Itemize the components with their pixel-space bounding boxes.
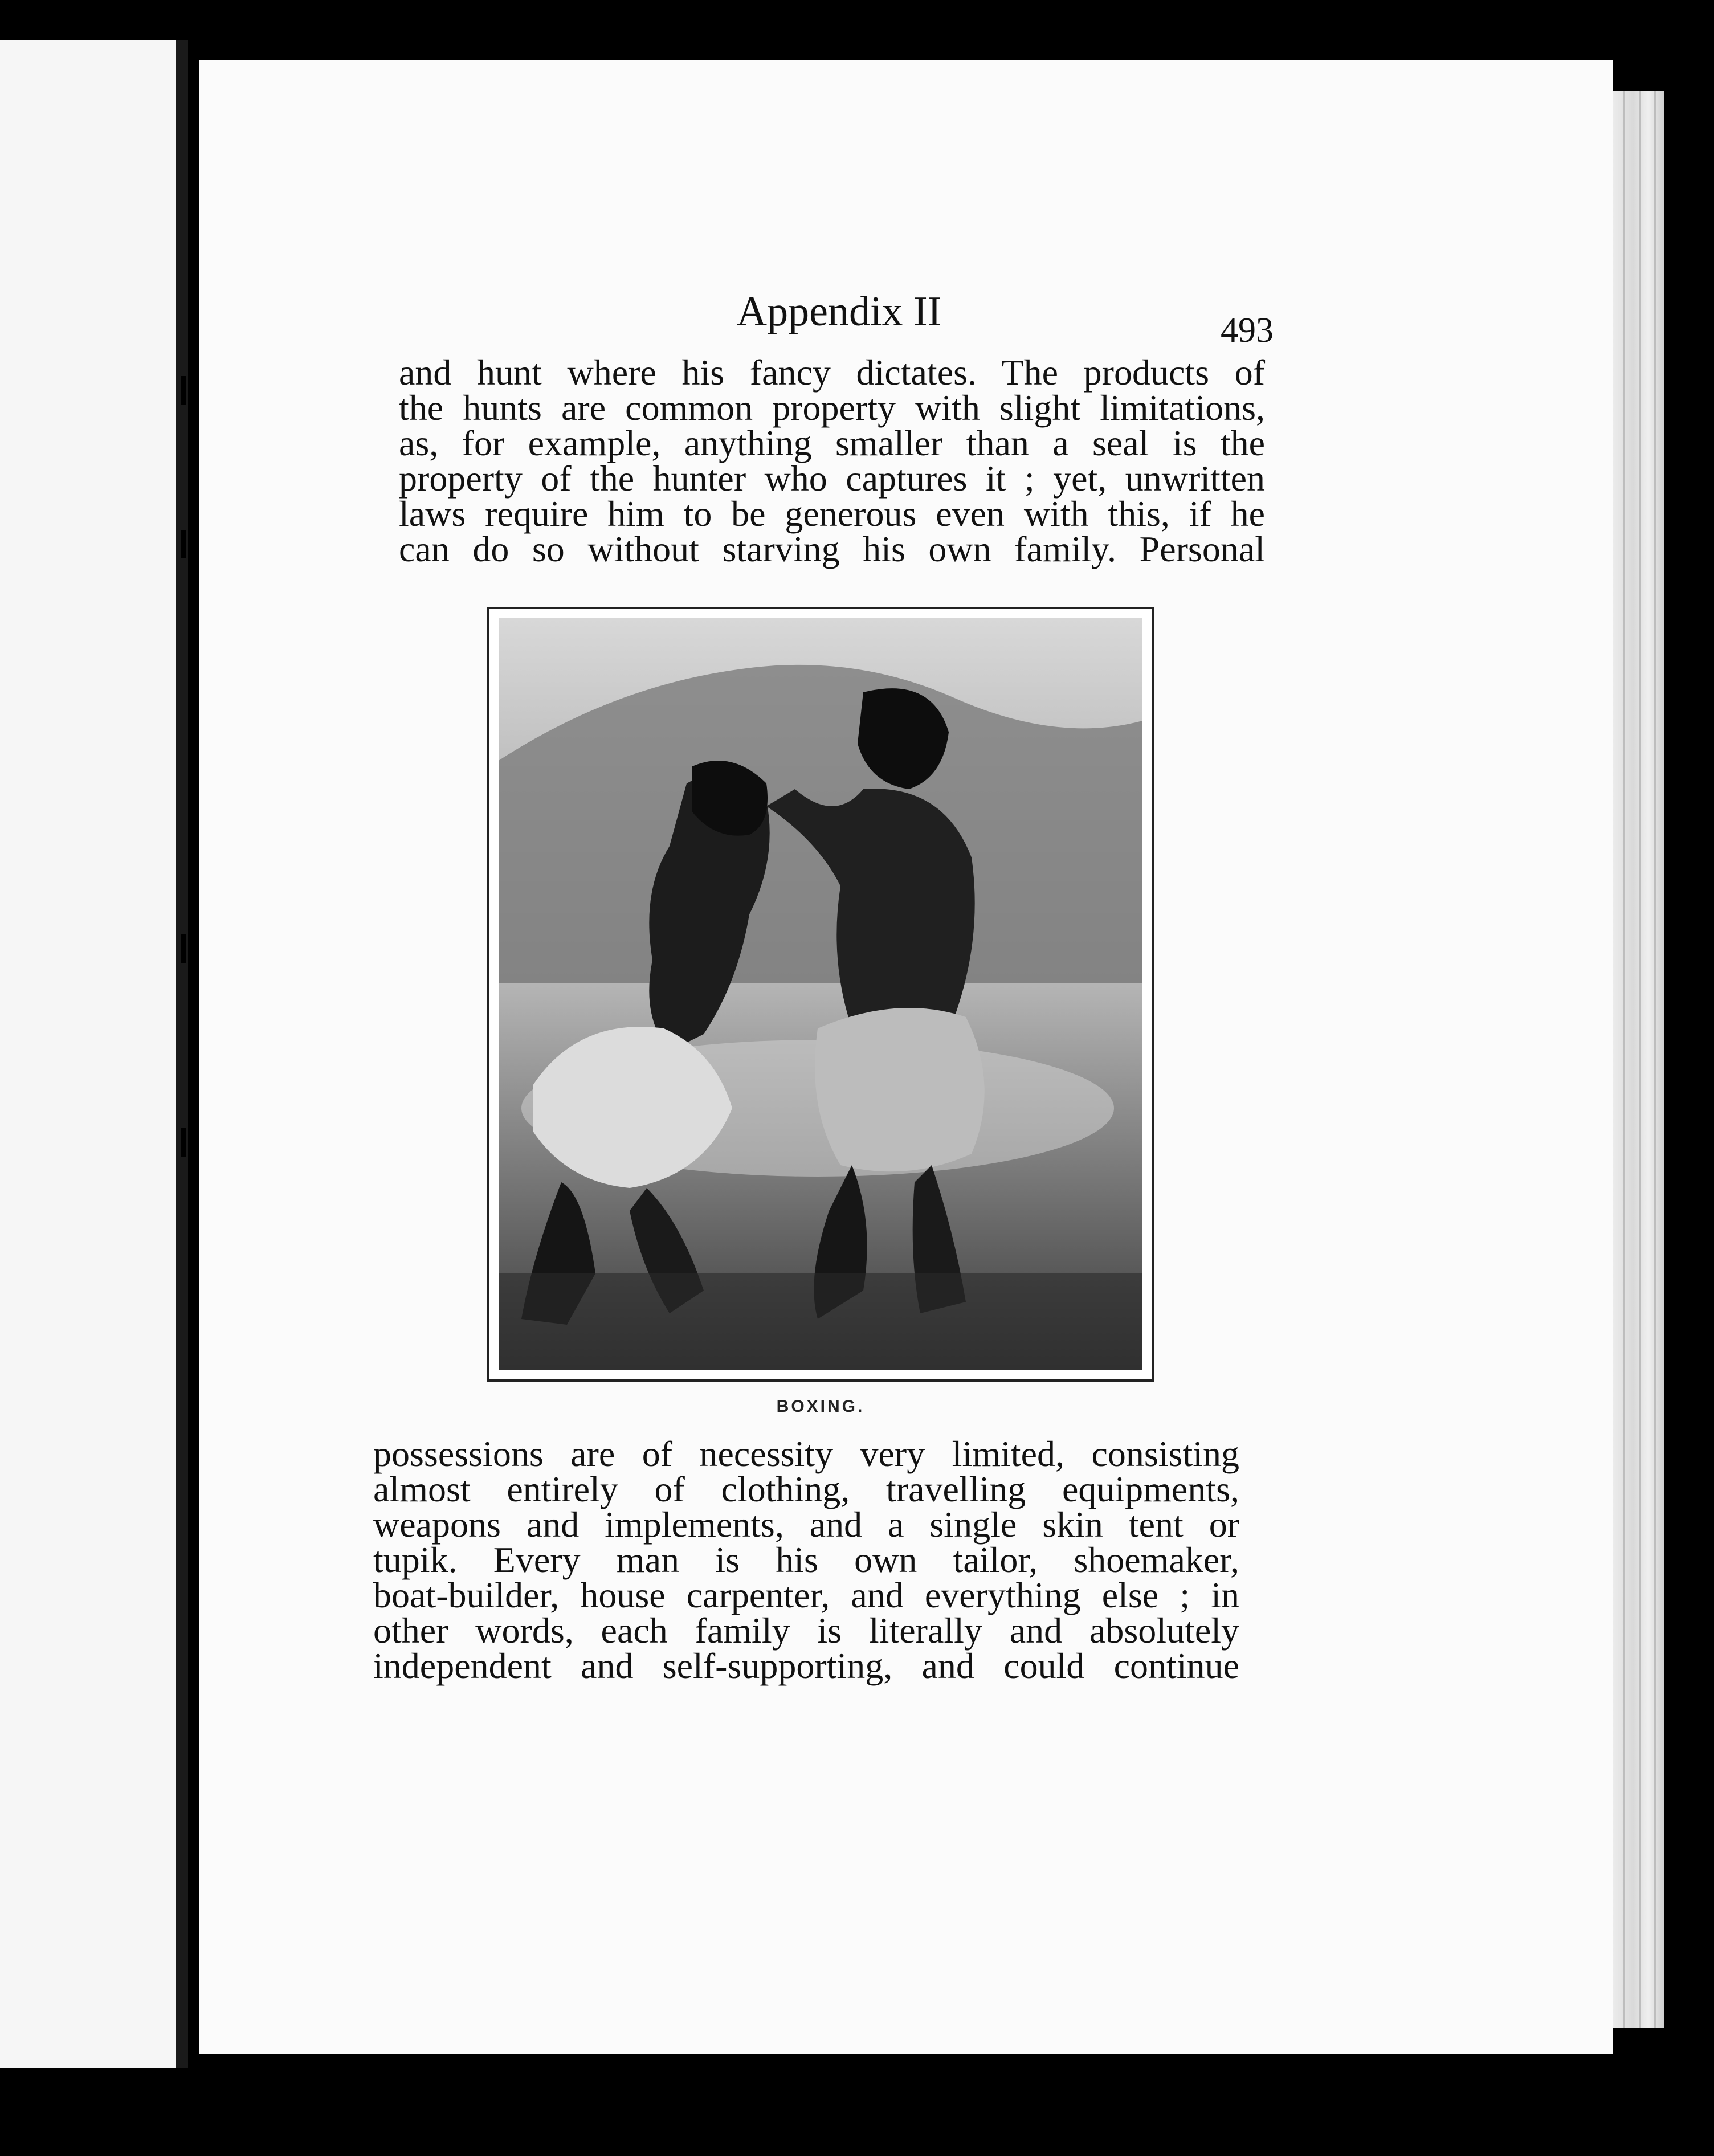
running-header: Appendix II [736,288,942,335]
text-line: independent and self-supporting, and could continue [373,1645,1239,1686]
text-line: weapons and implements, and a single skin tent or [373,1504,1239,1545]
text-line: property of the hunter who captures it ; yet, unwritten [399,458,1265,499]
facing-page [0,40,188,2068]
paragraph-bottom [373,1434,1239,1686]
text-line: tupik. Every man is his own tailor, shoemaker, [373,1540,1239,1580]
text-line: other words, each family is literally and absolutely [373,1610,1239,1651]
page-number: 493 [1221,311,1274,350]
margin-mark [181,1128,186,1157]
figure-caption: BOXING. [776,1397,865,1416]
text-line: as, for example, anything smaller than a seal is the [399,423,1265,463]
margin-mark [181,934,186,963]
text-line: and hunt where his fancy dictates. The products of [399,352,1265,393]
text-line: the hunts are common property with slight limitations, [399,387,1265,428]
text-line: boat-builder, house carpenter, and everything else ; in [373,1575,1239,1615]
text-line: possessions are of necessity very limited, consisting [373,1434,1239,1474]
boxing-photograph [487,607,1154,1382]
text-line: laws require him to be generous even with this, if he [399,493,1265,534]
text-line: almost entirely of clothing, travelling equipments, [373,1469,1239,1509]
paragraph-top [399,352,1265,569]
book-gutter [176,40,188,2068]
text-line: can do so without starving his own family. Personal [399,529,1265,569]
page-edge-stack [1613,91,1664,2028]
margin-mark [181,376,186,405]
margin-mark [181,530,186,558]
photo-illustration [499,618,1142,1370]
